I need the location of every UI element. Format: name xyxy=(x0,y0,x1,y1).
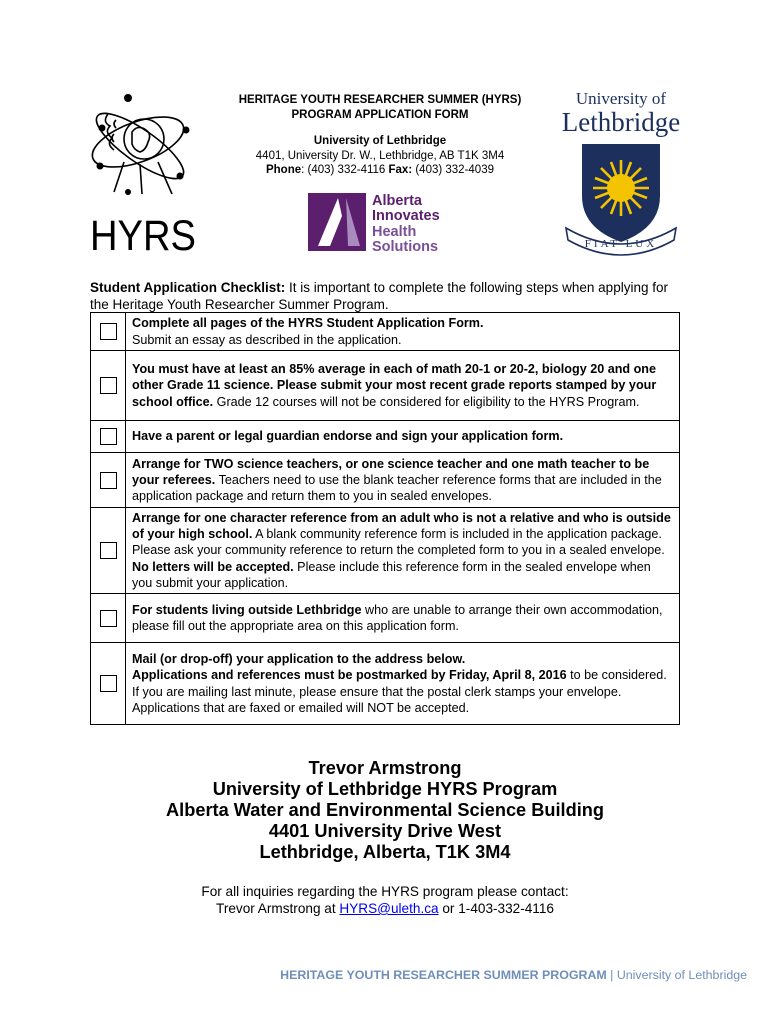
checklist-row xyxy=(91,594,680,643)
uleth-logo-line2: Lethbridge xyxy=(561,107,681,137)
checklist-row xyxy=(91,313,680,351)
checklist-row xyxy=(91,351,680,421)
checklist-item-text: who are unable to arrange their own accommodation, please fill out the appropriate area on this application form. xyxy=(132,602,663,633)
checklist-intro xyxy=(90,279,682,313)
checkbox[interactable] xyxy=(100,323,117,340)
alberta-innovates-logo xyxy=(308,190,458,254)
checklist-row xyxy=(91,453,680,508)
org-address: 4401, University Dr. W., Lethbridge, AB T1K 3M4 xyxy=(255,149,505,162)
checklist-item-bold: Complete all pages of the HYRS Student Application Form. xyxy=(132,316,484,331)
checklist-item-bold: Arrange for TWO science teachers, or one science teacher and one math teacher to be your referees. xyxy=(132,456,650,487)
page-footer xyxy=(90,968,747,982)
uleth-logo xyxy=(560,90,682,258)
checklist-item-text: A blank community reference form is included in the application package. Please ask your community reference to return the completed form to you in a sealed envelope. xyxy=(132,527,665,558)
address-line: Lethbridge, Alberta, T1K 3M4 xyxy=(259,842,511,862)
fax-label: Fax: xyxy=(388,164,413,176)
checkbox[interactable] xyxy=(100,377,117,394)
contact-info xyxy=(90,883,680,917)
ai-line-3: Health xyxy=(372,224,417,240)
contact-line1: For all inquiries regarding the HYRS program please contact: xyxy=(201,884,569,899)
uleth-motto: FIAT LUX xyxy=(584,238,658,250)
address-line: Alberta Water and Environmental Science Building xyxy=(166,800,604,820)
footer-program: HERITAGE YOUTH RESEARCHER SUMMER PROGRAM xyxy=(280,968,607,982)
ai-line-1: Alberta xyxy=(372,193,422,209)
checkbox[interactable] xyxy=(100,610,117,627)
checklist-item-bold: For students living outside Lethbridge xyxy=(132,602,362,617)
checklist-item-bold: Have a parent or legal guardian endorse and sign your application form. xyxy=(132,429,564,444)
checkbox[interactable] xyxy=(100,472,117,489)
contact-prefix: Trevor Armstrong at xyxy=(216,901,340,916)
checklist-intro-text: It is important to complete the following steps when applying for the Heritage Youth Researcher Summer Program. xyxy=(90,280,668,312)
ai-line-2: Innovates xyxy=(372,208,440,224)
phone-label: Phone xyxy=(265,164,302,176)
checklist-item-bold-2: No letters will be accepted. xyxy=(132,559,294,574)
checklist-intro-label: Student Application Checklist: xyxy=(90,280,286,295)
footer-separator: | xyxy=(606,968,617,982)
address-line: Trevor Armstrong xyxy=(308,758,462,778)
checklist-table xyxy=(90,312,680,725)
hyrs-logo-text: HYRS xyxy=(90,212,196,256)
uleth-logo-line1: University of xyxy=(575,89,667,108)
checkbox[interactable] xyxy=(100,542,117,559)
fax-number: (403) 332-4039 xyxy=(412,164,494,176)
checklist-item-bold: You must have at least an 85% average in each of math 20-1 or 20-2, biology 20 and one other Grade 11 science. Please submit your most recent grade reports stamped by your school office. xyxy=(132,362,657,409)
checklist-item-text: Teachers need to use the blank teacher reference forms that are included in the application package and return them to you in sealed envelopes. xyxy=(132,472,662,504)
org-name: University of Lethbridge xyxy=(313,135,447,147)
ai-line-4: Solutions xyxy=(372,239,439,254)
checkbox[interactable] xyxy=(100,428,117,445)
checklist-item-text: to be considered. If you are mailing last minute, please ensure that the postal clerk stamps your envelope. Applications that are faxed or emailed will NOT be accepted. xyxy=(132,668,667,715)
phone-fax-line xyxy=(200,163,560,178)
checklist-row xyxy=(91,508,680,594)
checklist-row xyxy=(91,643,680,725)
contact-line2 xyxy=(90,900,680,917)
form-header xyxy=(200,93,560,178)
address-line: University of Lethbridge HYRS Program xyxy=(212,779,558,799)
contact-email-link[interactable]: HYRS@uleth.ca xyxy=(339,901,439,916)
contact-suffix: or 1-403-332-4116 xyxy=(438,901,554,916)
hyrs-logo xyxy=(88,84,200,256)
checklist-item-bold: Mail (or drop-off) your application to the address below. xyxy=(132,652,466,667)
checklist-row xyxy=(91,421,680,453)
checklist-item-text: Submit an essay as described in the application. xyxy=(132,332,402,347)
checkbox[interactable] xyxy=(100,675,117,692)
phone-number: : (403) 332-4116 xyxy=(301,164,389,176)
checklist-item-text: Grade 12 courses will not be considered for eligibility to the HYRS Program. xyxy=(213,394,640,409)
checklist-item-text-2: Please include this reference form in the sealed envelope when you submit your application. xyxy=(132,559,651,590)
form-title-line1: HERITAGE YOUTH RESEARCHER SUMMER (HYRS) xyxy=(238,94,522,106)
address-line: 4401 University Drive West xyxy=(268,821,502,841)
form-title-line2: PROGRAM APPLICATION FORM xyxy=(291,108,469,121)
mailing-address xyxy=(90,758,680,863)
footer-org: University of Lethbridge xyxy=(616,968,747,982)
checklist-item-bold: Arrange for one character reference from an adult who is not a relative and who is outside of your high school. xyxy=(132,511,671,542)
checklist-item-bold-2: Applications and references must be postmarked by Friday, April 8, 2016 xyxy=(132,668,567,683)
